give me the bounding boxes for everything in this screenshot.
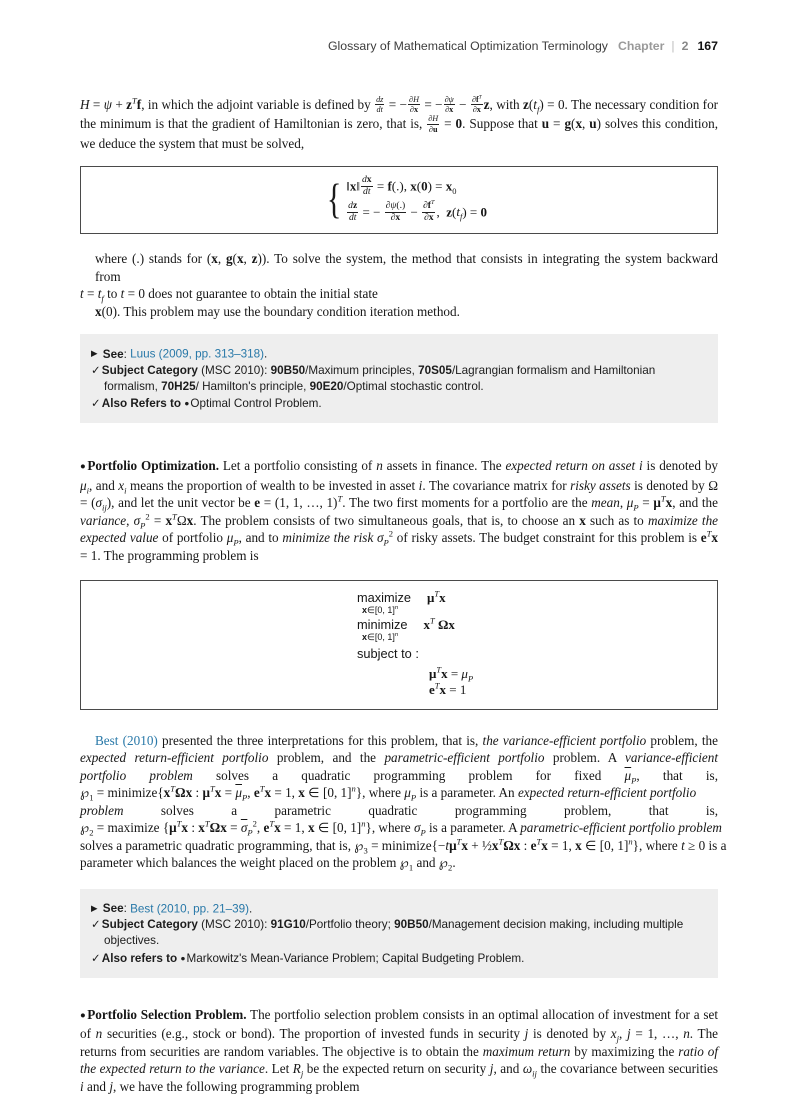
best-citation-link[interactable]: Best (2010) — [95, 732, 158, 748]
line-text: presented the three interpretations for this problem, that is, the variance-efficient portfolio problem, the — [157, 732, 718, 748]
equation-state: ‖x‖ $\frac{dx}{dt}$ = f(.), $x(0) = x_0$ — [346, 174, 457, 198]
chapter-label: Chapter — [617, 39, 665, 53]
equation-box-adjoint-system — [80, 166, 718, 234]
paragraph-line: expected return-efficient portfolio problem, and the parametric-efficient portfolio problem. A variance-efficient — [80, 750, 718, 766]
adjoint-variable-paragraph: $H = \psi + z^Tf$, in which the adjoint variable is defined by $\frac{dz}{dt}$ = − $\frac{\partial H}{\partial x}$ = − $\frac{\partial\psi}{\partial x}$ − $\frac{\partial f^T}{\partial x}$ z, with $z(t_f) = 0$. The necessary condition for the minimum is that the gradient of Hamiltonian is zero, that is, $\frac{\partial H}{\partial u}$ = 0. Suppose that u = g(x, u) solves this condition, we deduce the system that must be solved, — [80, 94, 719, 151]
see-line — [91, 345, 706, 362]
paragraph-line: portfolio problem solves a quadratic programming problem for fixed $\overline{\mu}_P$, that is, — [80, 767, 718, 786]
see-reference-link[interactable]: Best (2010, pp. 21–39) — [130, 902, 250, 916]
paragraph-line: problem solves a parametric quadratic programming problem, that is, — [80, 802, 718, 818]
also-refers-line: ✓Also Refers to ●Optimal Control Problem. — [91, 397, 322, 411]
minimize-operator: minimize — [357, 617, 408, 633]
see-line — [91, 900, 706, 917]
paragraph-line — [80, 732, 718, 750]
chapter-number: 2 — [681, 39, 689, 53]
minimize-row — [357, 615, 717, 643]
maximize-operator: maximize — [357, 590, 412, 606]
paragraph-line: $℘_2$ = maximize {$\mu^Tx$ : $x^T\Omega x = \overline{\sigma}_P^2$, $e^Tx = 1$, x ∈ [0, 1]$^n$}, where $\sigma_P$ is a parameter. A parametric-efficient portfolio problem — [80, 818, 722, 838]
paragraph-line: where (.) stands for (x, g(x, z)). To solve the system, the method that consists in integrating the system backward from — [95, 251, 718, 284]
maximize-domain: x∈[0, 1]$^n$ — [362, 605, 399, 616]
header-separator: | — [671, 39, 675, 53]
also-refers-line: ✓Also refers to ●Markowitz's Mean-Variance Problem; Capital Budgeting Problem. — [91, 951, 525, 965]
paragraph-line: x(0). This problem may use the boundary condition iteration method. — [95, 303, 460, 319]
page-number: 167 — [697, 39, 718, 53]
page-header — [80, 38, 718, 56]
paragraph-line: parameter which balances the weight placed on the problem $℘_1$ and $℘_2$. — [80, 855, 456, 873]
paragraph-line: solves a parametric quadratic programming, that is, $℘_3$ = $minimize\{-t\mu^Tx$ + $\frac{1}{2}x^T\Omega x$ : $e^Tx = 1$, x ∈ [0, 1]$^n$}, where t ≥ 0 is a — [80, 836, 727, 856]
best-interpretations-paragraph — [80, 732, 727, 873]
paragraph-line: $℘_1$ = $minimize\{x^T\Omega x$ : $\mu^Tx = \overline{\mu}_P$, $e^Tx = 1$, x ∈ [0, 1]$^n$}, where $\mu_P$ is a parameter. An expected return-efficient portfolio — [80, 783, 697, 803]
equation-adjoint: $\frac{dz}{dt}$ = − $\frac{\partial\psi(.)}{\partial x}$ − $\frac{\partial f^T}{\partial x}$ , $z(t_f) = 0$ — [348, 198, 488, 223]
constraint-budget: $e^Tx = 1$ — [429, 680, 467, 697]
reference-box-portfolio-optimization — [80, 889, 718, 978]
subject-category-line: ✓Subject Category (MSC 2010): 91G10/Portfolio theory; 90B50/Management decision making, including multiple objectives. — [91, 918, 684, 948]
maximize-expression: $\mu^Tx$ — [427, 588, 446, 606]
left-brace: { — [326, 177, 342, 224]
see-reference-link[interactable]: Luus (2009, pp. 313–318) — [130, 347, 264, 361]
backward-integration-paragraph — [80, 250, 718, 320]
paragraph-line: $t = t_f$ to t = 0 does not guarantee to obtain the initial state — [80, 286, 378, 304]
subject-to-label: subject to : — [357, 646, 419, 662]
minimize-expression: $x^T$ Ωx — [423, 615, 455, 633]
equation-box-portfolio-program — [80, 580, 718, 710]
see-period: . — [249, 902, 253, 916]
see-label: ▶ See: — [91, 902, 131, 916]
reference-box-optimal-control — [80, 334, 718, 423]
maximize-row — [357, 588, 717, 616]
see-label: ▶ See: — [91, 347, 131, 361]
minimize-domain: x∈[0, 1]$^n$ — [362, 632, 399, 643]
portfolio-optimization-paragraph: ●Portfolio Optimization. Let a portfolio consisting of n assets in finance. The expected return on asset i is denoted by $\mu_i$, and $x_i$ means the proportion of wealth to be invested in asset i. The covariance matrix for risky assets is denoted by $\Omega = (\sigma_{ij})$, and let the unit vector be e = (1, 1, …, 1)$^T$. The two first moments for a portfolio are the mean, $\mu_P = \mu^Tx$, and the variance, $\sigma_P^2 = x^T\Omega x$. The problem consists of two simultaneous goals, that is, to choose an x such as to maximize the expected value of portfolio $\mu_P$, and to minimize the risk $\sigma_P^2$ of risky assets. The budget constraint for this problem is $e^Tx = 1$. The programming problem is — [80, 458, 719, 563]
constraint-mean: $\mu^Tx = \mu_P$ — [429, 664, 474, 684]
running-title: Glossary of Mathematical Optimization Terminology — [327, 39, 608, 53]
subject-category-line: ✓Subject Category (MSC 2010): 90B50/Maximum principles, 70S05/Lagrangian formalism and Hamiltonian formalism, 70H25/ Hamilton's principle, 90E20/Optimal stochastic control. — [91, 363, 656, 393]
see-period: . — [263, 347, 268, 361]
portfolio-selection-paragraph: ●Portfolio Selection Problem. The portfolio selection problem consists in an optimal allocation of investment for a set of n securities (e.g., stock or bond). The proportion of invested funds in security j is denoted by $x_j$, j = 1, …, n. The returns from securities are random variables. The objective is to obtain the maximum return by maximizing the ratio of the expected return to the variance. Let $R_j$ be the expected return on security j, and $\omega_{ij}$ the covariance between securities i and j, we have the following programming problem — [80, 1006, 719, 1094]
